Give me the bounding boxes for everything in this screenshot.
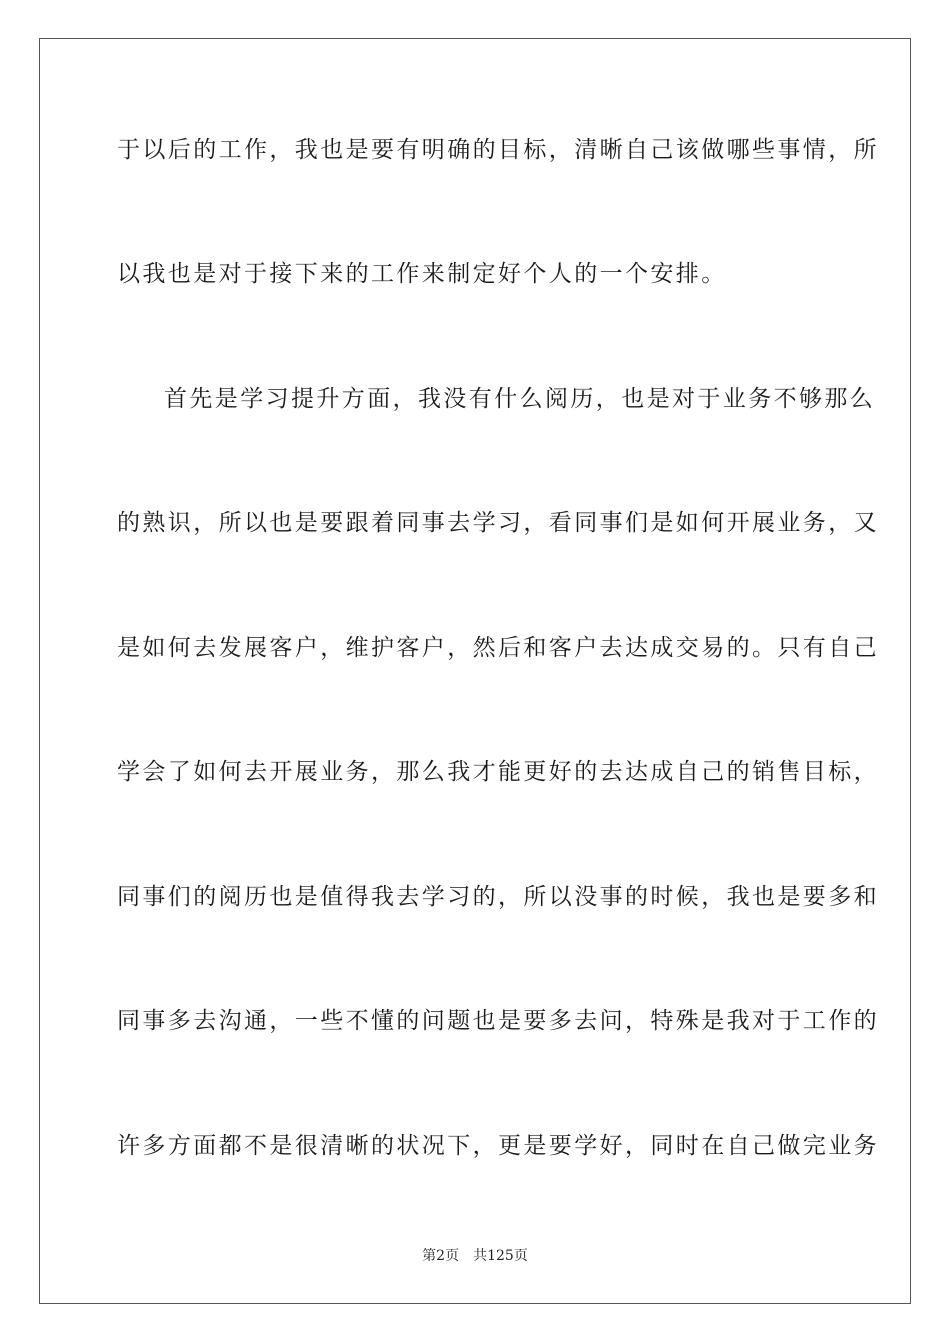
text-line: 于以后的工作，我也是要有明确的目标，清晰自己该做哪些事情，所 bbox=[117, 137, 879, 163]
text-line: 是如何去发展客户，维护客户，然后和客户去达成交易的。只有自己 bbox=[117, 635, 879, 661]
paragraph-start-line: 首先是学习提升方面，我没有什么阅历，也是对于业务不够那么 bbox=[164, 386, 876, 412]
page-frame bbox=[39, 38, 911, 1304]
text-line: 同事多去沟通，一些不懂的问题也是要多去问，特殊是我对于工作的 bbox=[117, 1008, 879, 1034]
page-total: 共125页 bbox=[473, 1248, 528, 1264]
text-line: 许多方面都不是很清晰的状况下，更是要学好，同时在自己做完业务 bbox=[117, 1133, 879, 1159]
text-line: 以我也是对于接下来的工作来制定好个人的一个安排。 bbox=[117, 261, 727, 287]
text-line: 学会了如何去开展业务，那么我才能更好的去达成自己的销售目标， bbox=[117, 759, 879, 785]
text-line: 的熟识，所以也是要跟着同事去学习，看同事们是如何开展业务，又 bbox=[117, 510, 879, 536]
text-line: 同事们的阅历也是值得我去学习的，所以没事的时候，我也是要多和 bbox=[117, 884, 879, 910]
page-footer bbox=[0, 1247, 950, 1265]
page-number: 第2页 bbox=[422, 1248, 460, 1264]
